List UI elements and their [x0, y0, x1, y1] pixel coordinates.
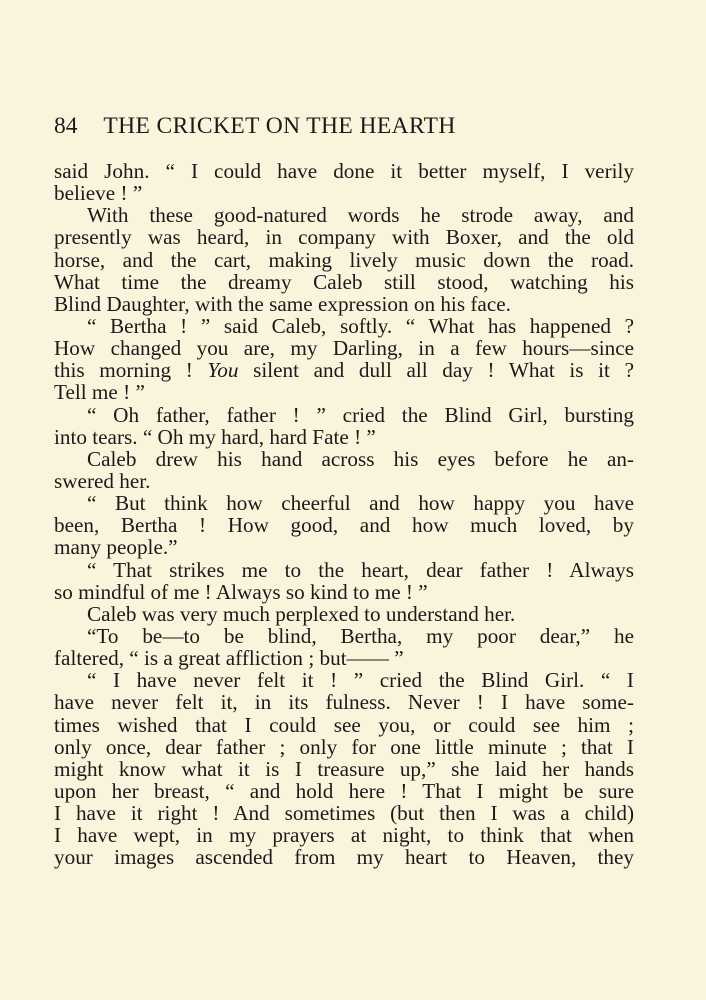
emphasis-word: You [207, 358, 239, 383]
text-line: said John. “ I could have done it better myself, I verily [54, 159, 634, 183]
text-line: might know what it is I treasure up,” she laid her hands [54, 756, 634, 781]
text-line: “ Bertha ! ” said Caleb, softly. “ What has happened ? [87, 313, 634, 338]
text-line: “To be—to be blind, Bertha, my poor dear,” he [87, 623, 634, 648]
text-line: I have wept, in my prayers at night, to think that when [54, 823, 634, 848]
text-line: so mindful of me ! Always so kind to me ! ” [54, 579, 428, 604]
body-text [54, 160, 634, 869]
text-line: What time the dreamy Caleb still stood, watching his [54, 269, 634, 294]
text-line: times wished that I could see you, or could see him ; [54, 712, 634, 737]
text-line: Tell me ! ” [54, 380, 145, 405]
text-line: How changed you are, my Darling, in a few hours—since [54, 336, 634, 361]
text-line: I have it right ! And sometimes (but then I was a child) [54, 801, 634, 826]
text-line: this morning ! You silent and dull all day ! What is it ? [54, 358, 634, 383]
running-header [54, 113, 654, 143]
text-line: into tears. “ Oh my hard, hard Fate ! ” [54, 424, 376, 449]
text-line: “ That strikes me to the heart, dear father ! Always [87, 557, 634, 582]
text-line: faltered, “ is a great affliction ; but—— ” [54, 646, 404, 671]
text-line: been, Bertha ! How good, and how much loved, by [54, 513, 634, 538]
text-line: your images ascended from my heart to Heaven, they [54, 845, 634, 870]
book-title: THE CRICKET ON THE HEARTH [103, 113, 456, 139]
text-line: have never felt it, in its fulness. Never ! I have some- [54, 690, 634, 715]
text-line: Caleb was very much perplexed to understand her. [87, 601, 516, 626]
text-line: “ Oh father, father ! ” cried the Blind Girl, bursting [87, 402, 634, 427]
text-line: upon her breast, “ and hold here ! That I might be sure [54, 778, 634, 803]
text-line: many people.” [54, 535, 178, 560]
page-number: 84 [54, 113, 78, 139]
text-line: only once, dear father ; only for one little minute ; that I [54, 734, 634, 759]
text-line: “ I have never felt it ! ” cried the Blind Girl. “ I [87, 668, 634, 693]
text-line: presently was heard, in company with Boxer, and the old [54, 225, 634, 250]
text-line: Caleb drew his hand across his eyes before he an- [87, 446, 634, 471]
text-line: Blind Daughter, with the same expression on his face. [54, 291, 511, 316]
text-line: horse, and the cart, making lively music down the road. [54, 247, 634, 272]
text-line: believe ! ” [54, 181, 143, 206]
text-line: swered her. [54, 468, 151, 493]
text-line: With these good-natured words he strode away, and [87, 203, 634, 228]
text-line: “ But think how cheerful and how happy you have [87, 491, 634, 516]
